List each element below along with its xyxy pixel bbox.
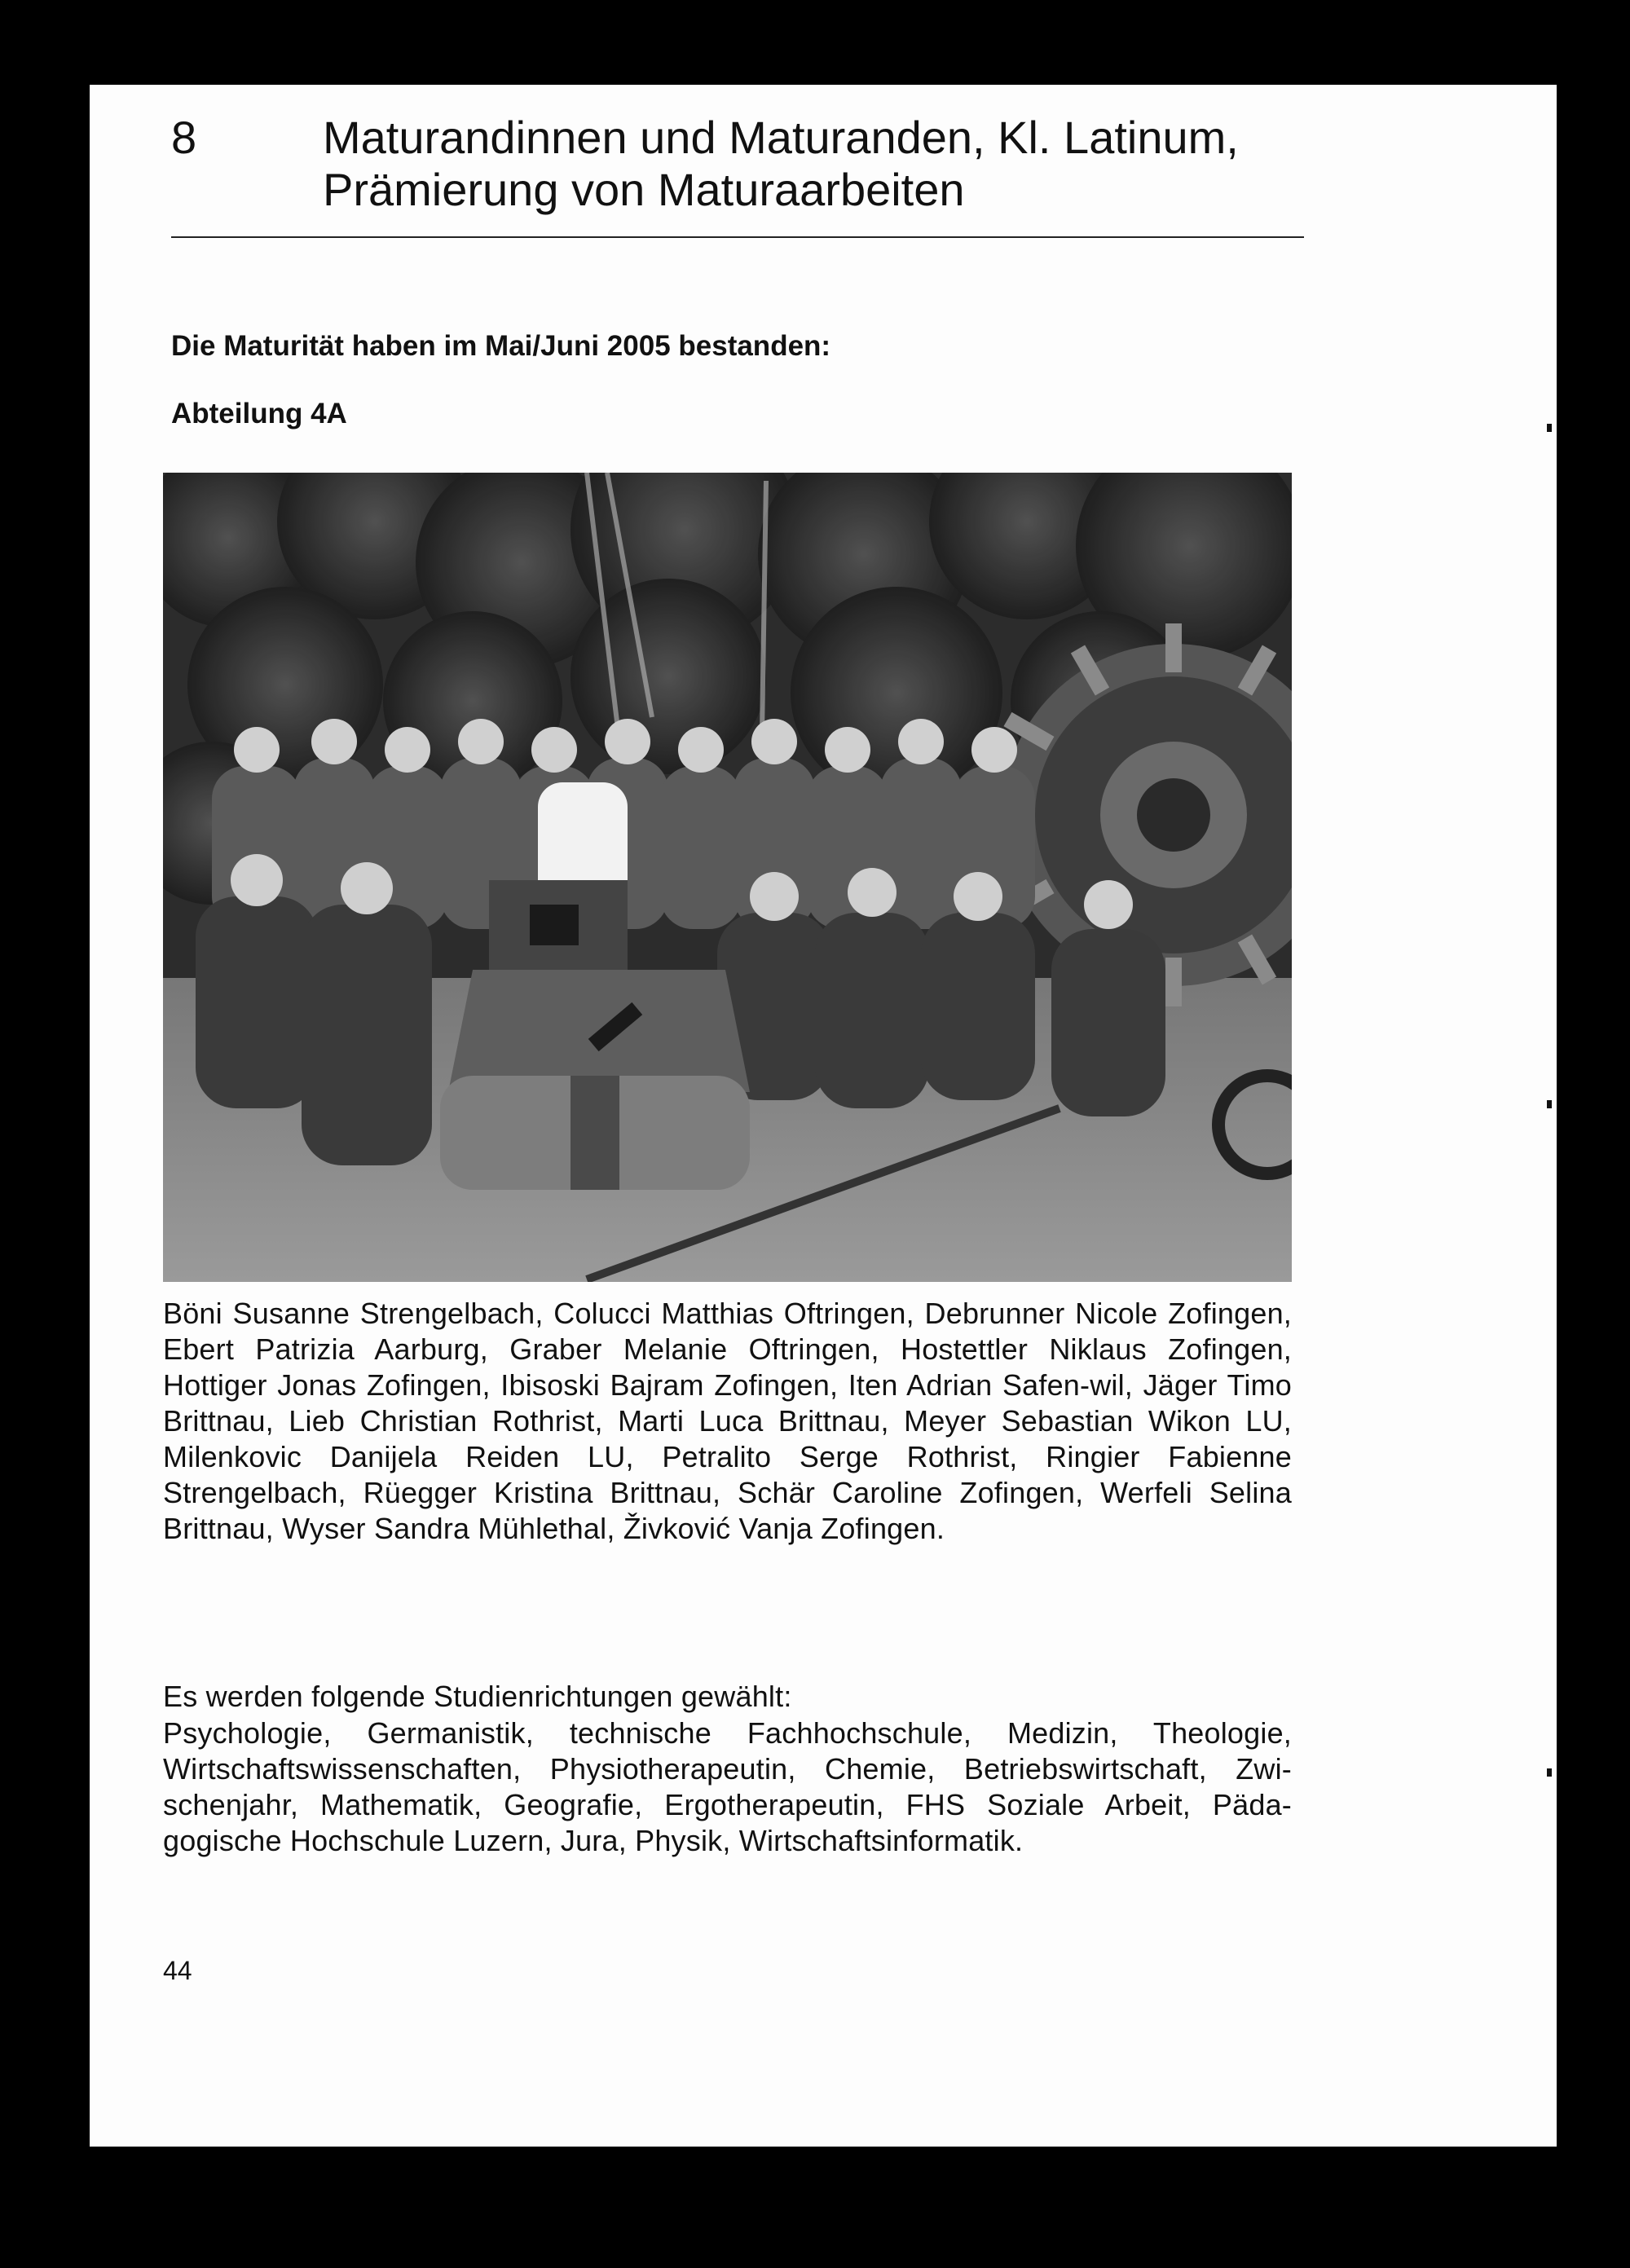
scan-mark bbox=[1547, 1100, 1552, 1108]
chapter-title-line-2: Prämierung von Maturaarbeiten bbox=[323, 164, 965, 215]
department-heading: Abteilung 4A bbox=[171, 398, 347, 429]
title-rule bbox=[171, 236, 1304, 238]
studies-list: Psychologie, Germanistik, technische Fachhochschule, Medizin, Theologie, Wirtschaftswissenschaften, Physiotherapeutin, Chemie, Betriebswirtschaft, Zwi-schenjahr, Mathematik, Geografie, Ergotherapeutin, FHS Soziale Arbeit, Päda-gogische Hochschule Luzern, Jura, Physik, Wirtschaftsinformatik. bbox=[163, 1716, 1292, 1857]
class-group-photo bbox=[163, 473, 1292, 1282]
chapter-title-line-1: Maturandinnen und Maturanden, Kl. Latinum, bbox=[323, 112, 1239, 163]
page-number: 44 bbox=[163, 1956, 192, 1985]
passed-heading: Die Maturität haben im Mai/Juni 2005 bestanden: bbox=[171, 330, 831, 362]
chapter-title bbox=[323, 112, 1407, 216]
class-group-photo-icon bbox=[163, 473, 1292, 1282]
chapter-number: 8 bbox=[171, 112, 197, 163]
scan-mark bbox=[1547, 1768, 1552, 1777]
scan-mark bbox=[1547, 424, 1552, 432]
graduates-list: Böni Susanne Strengelbach, Colucci Matthias Oftringen, Debrunner Nicole Zofingen, Ebert Patrizia Aarburg, Graber Melanie Oftringen, Hostettler Niklaus Zofingen, Hottiger Jonas Zofingen, Ibisoski Bajram Zofingen, Iten Adrian Safen-wil, Jäger Timo Brittnau, Lieb Christian Rothrist, Marti Luca Brittnau, Meyer Sebastian Wikon LU, Milenkovic Danijela Reiden LU, Petralito Serge Rothrist, Ringier Fabienne Strengelbach, Rüegger Kristina Brittnau, Schär Caroline Zofingen, Werfeli Selina Brittnau, Wyser Sandra Mühlethal, Živković Vanja Zofingen. bbox=[163, 1297, 1292, 1545]
studies-intro: Es werden folgende Studienrichtungen gewählt: bbox=[163, 1680, 792, 1713]
